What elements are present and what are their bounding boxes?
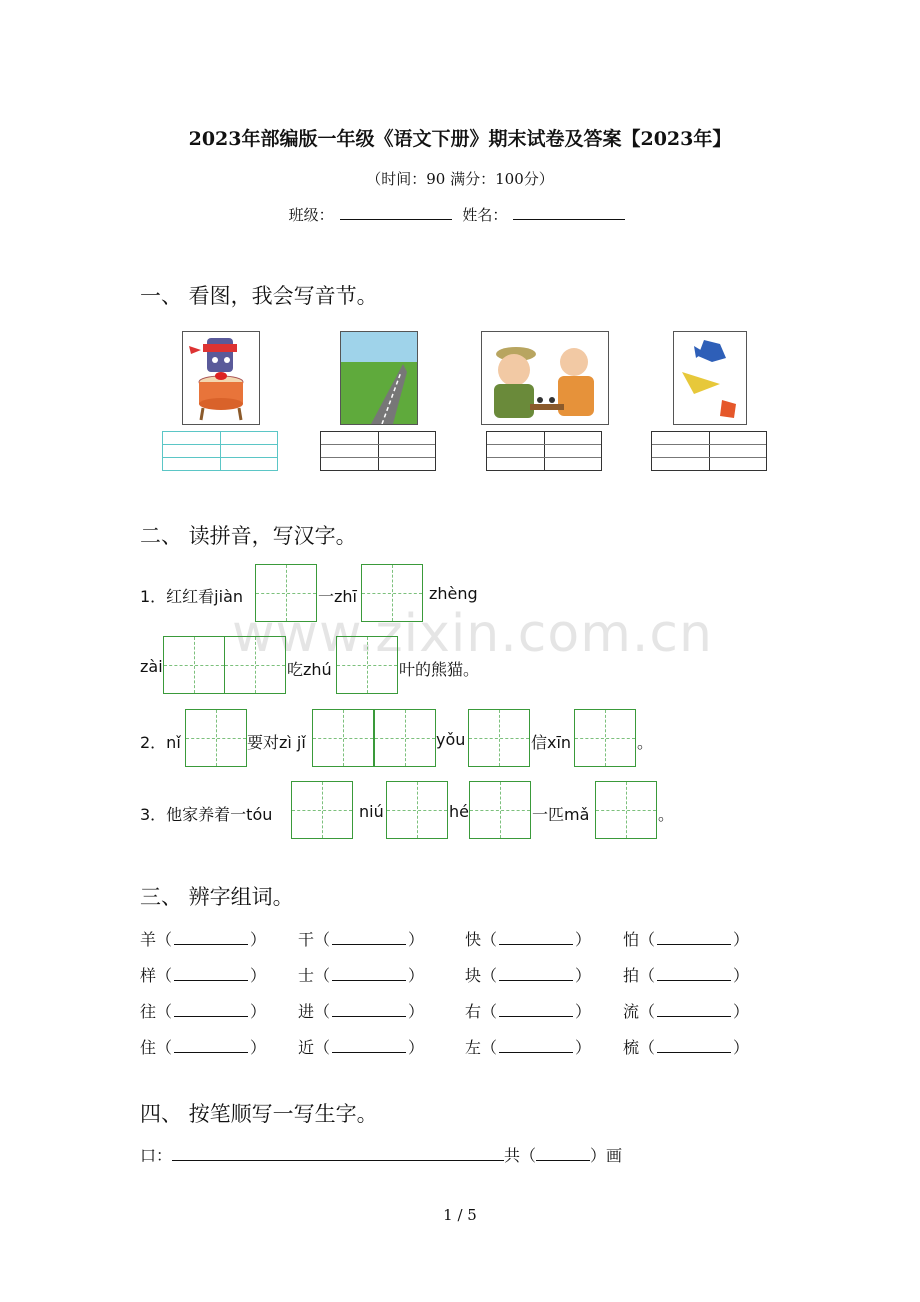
word-group-item <box>465 963 591 986</box>
q2-text-e: 。 <box>637 733 654 752</box>
word-group-item <box>298 999 424 1022</box>
word-blank[interactable] <box>332 1004 406 1017</box>
word-blank[interactable] <box>657 968 731 981</box>
word-blank[interactable] <box>174 1004 248 1017</box>
char-box-tou[interactable] <box>291 781 353 839</box>
open-paren: （ <box>156 930 173 949</box>
stroke-total-label: 共（ <box>504 1146 537 1165</box>
word-blank[interactable] <box>657 1040 731 1053</box>
stroke-count-blank[interactable] <box>536 1148 590 1161</box>
char-box-he[interactable] <box>469 781 531 839</box>
road-picture <box>340 331 418 425</box>
char-box-xin[interactable] <box>574 709 636 767</box>
char-box-you[interactable] <box>468 709 530 767</box>
word-group-item <box>465 1035 591 1058</box>
word-group-char: 梳 <box>623 1038 640 1057</box>
close-paren: ） <box>250 966 267 985</box>
char-box-zhu[interactable] <box>336 636 398 694</box>
word-group-char: 块 <box>465 966 482 985</box>
word-group-item <box>140 963 266 986</box>
word-group-char: 士 <box>298 966 315 985</box>
close-paren: ） <box>575 966 592 985</box>
q1-text-c: zhèng <box>429 584 478 603</box>
char-box-ji[interactable] <box>374 709 436 767</box>
class-label: 班级： <box>288 206 334 224</box>
open-paren: （ <box>481 930 498 949</box>
word-group-char: 快 <box>465 930 482 949</box>
word-group-item <box>623 999 749 1022</box>
q3-text-d: 一匹mǎ <box>532 805 590 824</box>
close-paren: ） <box>575 1038 592 1057</box>
char-box-niu[interactable] <box>386 781 448 839</box>
close-paren: ） <box>250 930 267 949</box>
word-blank[interactable] <box>174 968 248 981</box>
q3-text-a: 3．他家养着一tóu <box>140 805 273 824</box>
q2-text-c: yǒu <box>436 730 466 749</box>
close-paren: ） <box>733 966 750 985</box>
name-blank[interactable] <box>513 205 625 220</box>
pinyin-box-3[interactable] <box>486 431 602 471</box>
stroke-order-blank[interactable] <box>172 1148 504 1161</box>
origami-picture <box>673 331 747 425</box>
char-box-zi[interactable] <box>312 709 374 767</box>
word-group-char: 怕 <box>623 930 640 949</box>
q2-text-a: 2．nǐ <box>140 733 181 752</box>
open-paren: （ <box>156 966 173 985</box>
word-group-char: 进 <box>298 1002 315 1021</box>
pinyin-box-2[interactable] <box>320 431 436 471</box>
page-title: 2023年部编版一年级《语文下册》期末试卷及答案【2023年】 <box>188 128 732 150</box>
char-box-ma[interactable] <box>595 781 657 839</box>
open-paren: （ <box>314 930 331 949</box>
close-paren: ） <box>250 1038 267 1057</box>
open-paren: （ <box>156 1038 173 1057</box>
chess-picture <box>481 331 609 425</box>
word-blank[interactable] <box>174 932 248 945</box>
exam-time-score: （时间：90 满分：100分） <box>366 170 554 188</box>
close-paren: ） <box>733 930 750 949</box>
word-blank[interactable] <box>499 968 573 981</box>
q2-text-b: 要对zì jǐ <box>247 733 306 752</box>
open-paren: （ <box>314 966 331 985</box>
close-paren: ） <box>408 1038 425 1057</box>
word-group-char: 右 <box>465 1002 482 1021</box>
word-blank[interactable] <box>332 968 406 981</box>
word-group-item <box>298 963 424 986</box>
word-blank[interactable] <box>174 1040 248 1053</box>
name-label: 姓名： <box>462 206 508 224</box>
word-group-item <box>465 927 591 950</box>
stroke-order-row <box>140 1143 622 1166</box>
open-paren: （ <box>314 1002 331 1021</box>
word-group-char: 羊 <box>140 930 157 949</box>
section-4-heading: 四、 按笔顺写一写生字。 <box>140 1102 378 1126</box>
section-3-heading: 三、 辨字组词。 <box>140 885 294 909</box>
word-group-item <box>298 1035 424 1058</box>
page-number: 1 / 5 <box>443 1206 477 1224</box>
open-paren: （ <box>639 1002 656 1021</box>
class-blank[interactable] <box>340 205 452 220</box>
word-group-char: 近 <box>298 1038 315 1057</box>
word-group-item <box>623 1035 749 1058</box>
pinyin-box-1[interactable] <box>162 431 278 471</box>
q3-text-e: 。 <box>658 805 675 824</box>
char-box-ni[interactable] <box>185 709 247 767</box>
open-paren: （ <box>481 1002 498 1021</box>
open-paren: （ <box>156 1002 173 1021</box>
word-group-char: 拍 <box>623 966 640 985</box>
word-group-item <box>623 927 749 950</box>
word-group-item <box>140 927 266 950</box>
open-paren: （ <box>639 930 656 949</box>
q1-text-a: 1．红红看jiàn <box>140 587 244 606</box>
open-paren: （ <box>481 1038 498 1057</box>
close-paren: ） <box>408 966 425 985</box>
section-1-heading: 一、 看图，我会写音节。 <box>140 284 378 308</box>
word-group-item <box>465 999 591 1022</box>
open-paren: （ <box>639 1038 656 1057</box>
pinyin-box-4[interactable] <box>651 431 767 471</box>
section-2-heading: 二、 读拼音，写汉字。 <box>140 524 357 548</box>
char-box-zai[interactable] <box>224 636 286 694</box>
word-group-char: 样 <box>140 966 157 985</box>
word-group-item <box>623 963 749 986</box>
word-blank[interactable] <box>332 932 406 945</box>
student-info <box>0 204 920 225</box>
word-group-char: 住 <box>140 1038 157 1057</box>
close-paren: ） <box>408 930 425 949</box>
close-paren: ） <box>408 1002 425 1021</box>
char-box-jian[interactable] <box>255 564 317 622</box>
drum-picture <box>182 331 260 425</box>
word-blank[interactable] <box>499 932 573 945</box>
word-blank[interactable] <box>657 1004 731 1017</box>
word-blank[interactable] <box>499 1040 573 1053</box>
q3-text-b: niú <box>359 802 384 821</box>
word-blank[interactable] <box>657 932 731 945</box>
q3-text-c: hé <box>449 802 469 821</box>
word-group-item <box>140 999 266 1022</box>
word-group-char: 干 <box>298 930 315 949</box>
char-box-zheng[interactable] <box>163 636 225 694</box>
q1-text-d: zài <box>140 657 163 676</box>
close-paren: ） <box>575 930 592 949</box>
close-paren: ） <box>575 1002 592 1021</box>
word-group-char: 流 <box>623 1002 640 1021</box>
stroke-char-label: 口： <box>140 1146 173 1165</box>
word-group-char: 往 <box>140 1002 157 1021</box>
q2-text-d: 信xīn <box>531 733 572 752</box>
q1-text-e: 吃zhú <box>287 660 332 679</box>
stroke-unit-label: ）画 <box>590 1146 623 1165</box>
q1-text-b: 一zhī <box>318 587 357 606</box>
open-paren: （ <box>481 966 498 985</box>
q1-text-f: 叶的熊猫。 <box>399 660 480 679</box>
watermark: www.zixin.com.cn <box>232 604 713 664</box>
word-blank[interactable] <box>332 1040 406 1053</box>
char-box-zhi[interactable] <box>361 564 423 622</box>
open-paren: （ <box>639 966 656 985</box>
close-paren: ） <box>250 1002 267 1021</box>
word-group-item <box>298 927 424 950</box>
word-blank[interactable] <box>499 1004 573 1017</box>
open-paren: （ <box>314 1038 331 1057</box>
close-paren: ） <box>733 1002 750 1021</box>
close-paren: ） <box>733 1038 750 1057</box>
word-group-item <box>140 1035 266 1058</box>
word-group-char: 左 <box>465 1038 482 1057</box>
